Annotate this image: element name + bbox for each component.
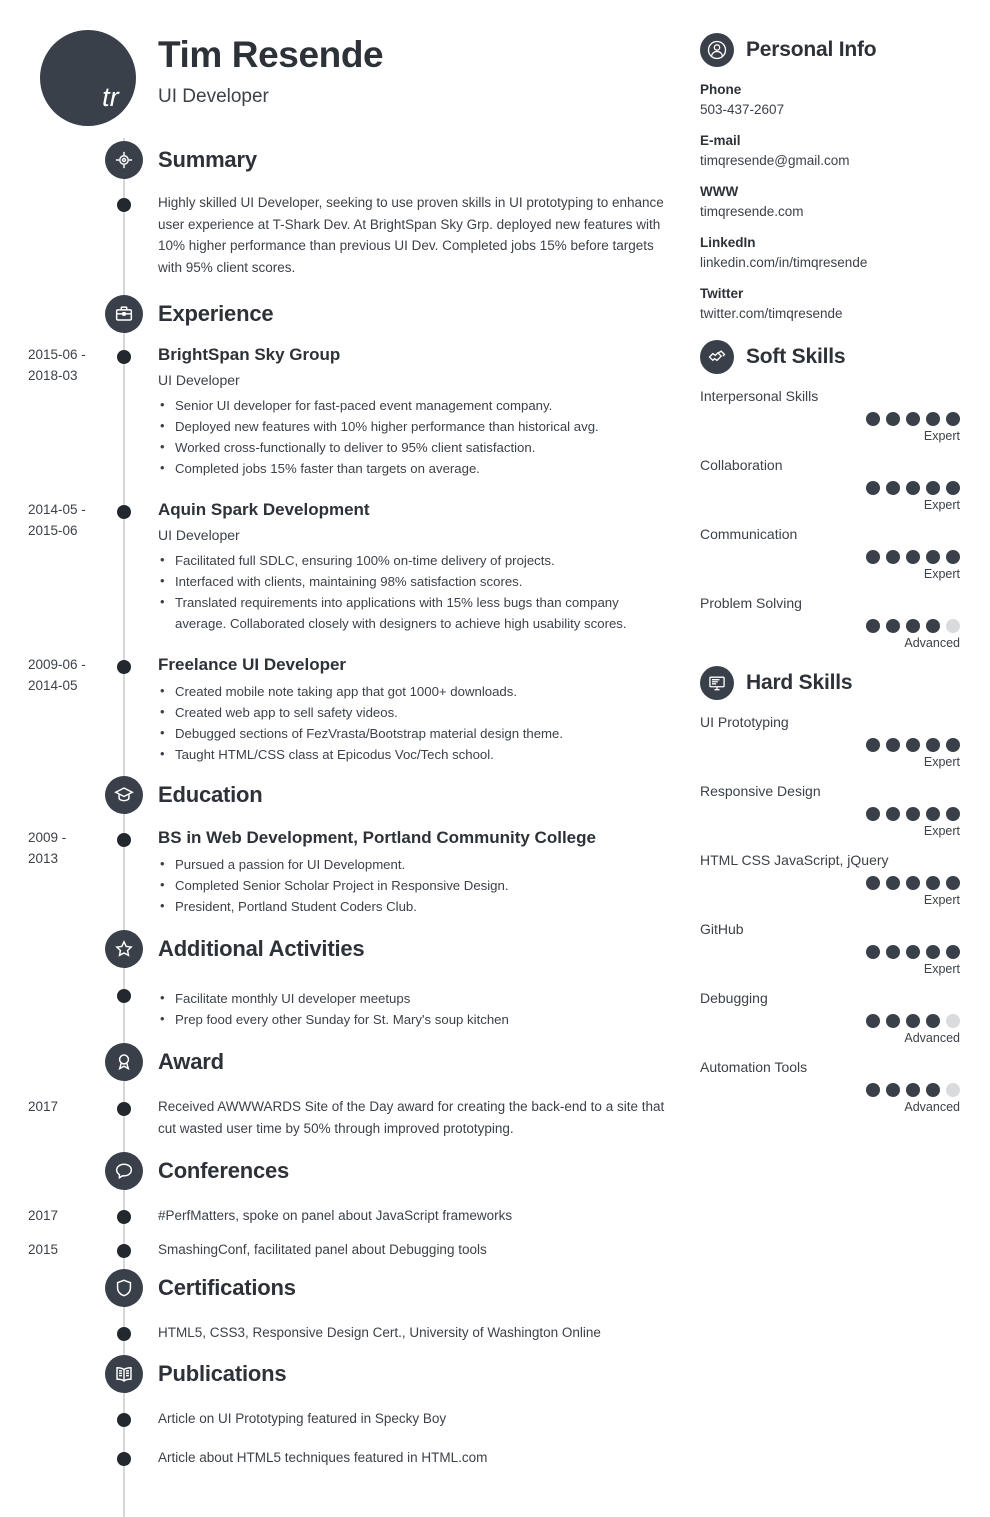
skill-name: Problem Solving xyxy=(700,595,802,611)
section-title: Education xyxy=(158,782,263,807)
section-title: Hard Skills xyxy=(746,671,853,694)
rating-pip xyxy=(866,619,880,633)
hard-skills-list xyxy=(700,711,960,1116)
timeline-entry xyxy=(0,971,690,1040)
sidebar xyxy=(690,0,990,1125)
skill-level: Expert xyxy=(923,893,960,907)
section-experience xyxy=(0,292,690,336)
entry-date: 2017 xyxy=(28,1099,59,1114)
timeline-entry xyxy=(0,1233,690,1267)
skill-rating xyxy=(700,619,960,633)
timeline-dot xyxy=(117,660,131,674)
rating-pip xyxy=(886,550,900,564)
timeline-entry xyxy=(0,487,690,642)
skill-item xyxy=(700,523,960,583)
skill-rating xyxy=(700,738,960,752)
list-item: • Facilitate monthly UI developer meetups xyxy=(158,988,670,1009)
contact-item xyxy=(700,80,960,120)
entry-role: UI Developer xyxy=(158,372,240,388)
rating-pip xyxy=(886,738,900,752)
entry-date: 2009 - 2013 xyxy=(28,830,67,866)
section-publications xyxy=(0,1352,690,1396)
avatar xyxy=(40,30,136,126)
skill-item xyxy=(700,780,960,840)
soft-skills-list xyxy=(700,385,960,652)
rating-pip xyxy=(906,738,920,752)
contact-label: Twitter xyxy=(700,286,744,301)
skill-name: Collaboration xyxy=(700,457,783,473)
rating-pip xyxy=(886,619,900,633)
skill-level: Expert xyxy=(923,755,960,769)
entry-date: 2009-06 - 2014-05 xyxy=(28,657,86,693)
speech-bubble-icon xyxy=(113,1160,135,1182)
list-item: • Deployed new features with 10% higher performance than historical avg. xyxy=(158,416,670,437)
section-title: Award xyxy=(158,1049,224,1074)
skill-name: Responsive Design xyxy=(700,783,821,799)
section-additional_activities xyxy=(0,927,690,971)
rating-pip xyxy=(946,550,960,564)
list-item: • Created mobile note taking app that got 1000+ downloads. xyxy=(158,681,670,702)
rating-pip xyxy=(866,481,880,495)
skill-level: Expert xyxy=(923,498,960,512)
skill-level: Expert xyxy=(923,429,960,443)
bullet-list xyxy=(158,854,670,917)
section-title: Experience xyxy=(158,301,274,326)
section-education xyxy=(0,773,690,817)
skill-level: Expert xyxy=(923,567,960,581)
rating-pip xyxy=(906,945,920,959)
timeline-dot xyxy=(117,1102,131,1116)
timeline-entry xyxy=(0,817,690,927)
rating-pip xyxy=(866,945,880,959)
rating-pip xyxy=(866,738,880,752)
list-item: • Facilitated full SDLC, ensuring 100% on-time delivery of projects. xyxy=(158,550,670,571)
timeline-entry xyxy=(0,1193,690,1233)
skill-level: Expert xyxy=(923,824,960,838)
list-item: • Created web app to sell safety videos. xyxy=(158,702,670,723)
rating-pip xyxy=(926,481,940,495)
contact-item xyxy=(700,131,960,171)
award-ribbon-icon xyxy=(113,1051,135,1073)
rating-pip xyxy=(866,1014,880,1028)
rating-pip xyxy=(886,807,900,821)
rating-pip xyxy=(926,412,940,426)
section-soft-skills xyxy=(700,335,960,379)
skill-name: GitHub xyxy=(700,921,744,937)
list-item: • Completed Senior Scholar Project in Responsive Design. xyxy=(158,875,670,896)
rating-pip xyxy=(906,807,920,821)
skill-rating xyxy=(700,807,960,821)
person-icon xyxy=(700,33,734,67)
list-item: • President, Portland Student Coders Club. xyxy=(158,896,670,917)
rating-pip xyxy=(926,550,940,564)
rating-pip xyxy=(946,1083,960,1097)
entry-date: 2017 xyxy=(28,1208,59,1223)
rating-pip xyxy=(886,876,900,890)
shield-icon xyxy=(113,1277,135,1299)
contact-label: WWW xyxy=(700,184,739,199)
rating-pip xyxy=(906,876,920,890)
rating-pip xyxy=(946,1014,960,1028)
speech-bubble-icon xyxy=(105,1152,143,1190)
list-item: • Pursued a passion for UI Development. xyxy=(158,854,670,875)
bullet-list xyxy=(158,395,670,479)
bullet-list xyxy=(158,988,670,1030)
skill-item xyxy=(700,711,960,771)
section-title: Certifications xyxy=(158,1275,296,1300)
list-item: • Translated requirements into applications with 15% less bugs than company average. Collaborated closely with designers to achieve high usability scores. xyxy=(158,592,670,634)
rating-pip xyxy=(906,619,920,633)
rating-pip xyxy=(906,550,920,564)
timeline-dot xyxy=(117,989,131,1003)
section-title: Soft Skills xyxy=(746,345,846,368)
entry-date: 2015 xyxy=(28,1241,59,1257)
contact-label: LinkedIn xyxy=(700,235,756,250)
rating-pip xyxy=(946,945,960,959)
star-icon xyxy=(105,930,143,968)
section-summary xyxy=(0,138,690,182)
resume-header xyxy=(0,28,690,138)
rating-pip xyxy=(946,619,960,633)
job-title: UI Developer xyxy=(158,86,269,107)
skill-rating xyxy=(700,412,960,426)
section-title: Conferences xyxy=(158,1158,290,1183)
section-title: Publications xyxy=(158,1360,287,1386)
skill-item xyxy=(700,385,960,445)
skill-level: Advanced xyxy=(904,1100,960,1114)
timeline-dot xyxy=(117,1413,131,1427)
skill-name: Interpersonal Skills xyxy=(700,388,819,404)
skill-name: Communication xyxy=(700,526,798,542)
contact-value[interactable]: linkedin.com/in/timqresende xyxy=(700,255,868,270)
entry-text: SmashingConf, facilitated panel about Debugging tools xyxy=(158,1241,487,1257)
contact-item xyxy=(700,284,960,324)
timeline-entry xyxy=(0,642,690,773)
skill-item xyxy=(700,592,960,652)
shield-icon xyxy=(105,1269,143,1307)
contact-item xyxy=(700,182,960,222)
entry-title: Freelance UI Developer xyxy=(158,655,347,674)
timeline-dot xyxy=(117,505,131,519)
entry-text: Article about HTML5 techniques featured in HTML.com xyxy=(158,1450,488,1465)
contact-label: E-mail xyxy=(700,133,741,148)
list-item: • Debugged sections of FezVrasta/Bootstrap material design theme. xyxy=(158,723,670,744)
rating-pip xyxy=(926,807,940,821)
rating-pip xyxy=(946,481,960,495)
entry-role: UI Developer xyxy=(158,527,240,543)
section-certifications xyxy=(0,1266,690,1310)
skill-item xyxy=(700,1056,960,1116)
open-book-icon xyxy=(113,1363,135,1385)
entry-text: HTML5, CSS3, Responsive Design Cert., University of Washington Online xyxy=(158,1325,601,1340)
rating-pip xyxy=(906,1083,920,1097)
section-title: Summary xyxy=(158,147,257,172)
entry-title: BrightSpan Sky Group xyxy=(158,345,341,364)
rating-pip xyxy=(946,412,960,426)
list-item: • Interfaced with clients, maintaining 98% satisfaction scores. xyxy=(158,571,670,592)
contact-list xyxy=(700,80,960,324)
target-icon xyxy=(105,141,143,179)
rating-pip xyxy=(946,876,960,890)
contact-item xyxy=(700,233,960,273)
rating-pip xyxy=(886,1014,900,1028)
section-personal-info xyxy=(700,28,960,72)
skill-rating xyxy=(700,945,960,959)
contact-label: Phone xyxy=(700,82,742,97)
entry-date: 2014-05 - 2015-06 xyxy=(28,502,86,538)
briefcase-icon xyxy=(105,295,143,333)
section-award xyxy=(0,1040,690,1084)
timeline-dot xyxy=(117,350,131,364)
skill-item xyxy=(700,454,960,514)
rating-pip xyxy=(906,481,920,495)
entry-text: Highly skilled UI Developer, seeking to use proven skills in UI prototyping to enhance user experience at T-Shark Dev. At BrightSpan Sky Grp. deployed new features with 10% higher performance than previous UI Dev. Completed jobs 15% before targets with 95% client scores. xyxy=(158,195,664,275)
rating-pip xyxy=(926,876,940,890)
skill-level: Expert xyxy=(923,962,960,976)
timeline-entry xyxy=(0,336,690,487)
rating-pip xyxy=(926,1014,940,1028)
rating-pip xyxy=(866,412,880,426)
section-title: Additional Activities xyxy=(158,936,365,961)
contact-value[interactable]: timqresende@gmail.com xyxy=(700,153,850,168)
timeline-entry xyxy=(0,1084,690,1149)
bullet-list xyxy=(158,550,670,634)
timeline-dot xyxy=(117,1452,131,1466)
skill-item xyxy=(700,987,960,1047)
list-item: • Senior UI developer for fast-paced event management company. xyxy=(158,395,670,416)
timeline-entry xyxy=(0,1396,690,1438)
contact-value[interactable]: 503-437-2607 xyxy=(700,102,785,117)
skill-item xyxy=(700,918,960,978)
list-item: • Worked cross-functionally to deliver to 95% client satisfaction. xyxy=(158,437,670,458)
entry-title: BS in Web Development, Portland Community College xyxy=(158,828,596,847)
rating-pip xyxy=(906,412,920,426)
section-hard-skills xyxy=(700,661,960,705)
skill-rating xyxy=(700,1014,960,1028)
handshake-icon xyxy=(700,340,734,374)
rating-pip xyxy=(886,412,900,426)
timeline-entry xyxy=(0,182,690,292)
rating-pip xyxy=(926,945,940,959)
skill-rating xyxy=(700,876,960,890)
timeline-body xyxy=(0,138,690,1477)
bullet-list xyxy=(158,681,670,765)
graduation-cap-icon xyxy=(113,784,135,806)
rating-pip xyxy=(866,876,880,890)
entry-date: 2015-06 - 2018-03 xyxy=(28,347,86,383)
rating-pip xyxy=(866,550,880,564)
contact-value[interactable]: timqresende.com xyxy=(700,204,804,219)
timeline xyxy=(0,138,690,1517)
timeline-dot xyxy=(117,198,131,212)
rating-pip xyxy=(926,619,940,633)
entry-text: Article on UI Prototyping featured in Specky Boy xyxy=(158,1410,447,1426)
skill-name: UI Prototyping xyxy=(700,714,789,730)
timeline-entry xyxy=(0,1437,690,1477)
award-ribbon-icon xyxy=(105,1043,143,1081)
contact-value[interactable]: twitter.com/timqresende xyxy=(700,306,843,321)
rating-pip xyxy=(866,807,880,821)
entry-text: #PerfMatters, spoke on panel about JavaScript frameworks xyxy=(158,1208,513,1223)
monitor-icon xyxy=(700,666,734,700)
avatar-monogram: tr xyxy=(102,82,119,112)
list-item: • Prep food every other Sunday for St. Mary's soup kitchen xyxy=(158,1009,670,1030)
entry-title: Aquin Spark Development xyxy=(158,500,370,519)
skill-rating xyxy=(700,481,960,495)
skill-name: Automation Tools xyxy=(700,1059,808,1075)
rating-pip xyxy=(946,738,960,752)
skill-rating xyxy=(700,1083,960,1097)
rating-pip xyxy=(866,1083,880,1097)
rating-pip xyxy=(886,481,900,495)
rating-pip xyxy=(886,945,900,959)
timeline-dot xyxy=(117,1244,131,1258)
skill-name: HTML CSS JavaScript, jQuery xyxy=(700,852,889,868)
entry-text: Received AWWWARDS Site of the Day award for creating the back-end to a site that cut wasted user time by 50% through improved prototyping. xyxy=(158,1099,665,1136)
open-book-icon xyxy=(105,1355,143,1393)
target-icon xyxy=(113,149,135,171)
skill-item xyxy=(700,849,960,909)
rating-pip xyxy=(926,1083,940,1097)
rating-pip xyxy=(906,1014,920,1028)
graduation-cap-icon xyxy=(105,776,143,814)
section-title: Personal Info xyxy=(746,38,877,61)
timeline-dot xyxy=(117,833,131,847)
star-icon xyxy=(113,938,135,960)
list-item: • Completed jobs 15% faster than targets on average. xyxy=(158,458,670,479)
rating-pip xyxy=(886,1083,900,1097)
skill-level: Advanced xyxy=(904,636,960,650)
skill-name: Debugging xyxy=(700,990,768,1006)
list-item: • Taught HTML/CSS class at Epicodus Voc/Tech school. xyxy=(158,744,670,765)
timeline-entry xyxy=(0,1310,690,1352)
skill-rating xyxy=(700,550,960,564)
rating-pip xyxy=(946,807,960,821)
timeline-dot xyxy=(117,1327,131,1341)
section-conferences xyxy=(0,1149,690,1193)
skill-level: Advanced xyxy=(904,1031,960,1045)
page-title: Tim Resende xyxy=(158,34,384,75)
rating-pip xyxy=(926,738,940,752)
briefcase-icon xyxy=(113,303,135,325)
timeline-dot xyxy=(117,1210,131,1224)
